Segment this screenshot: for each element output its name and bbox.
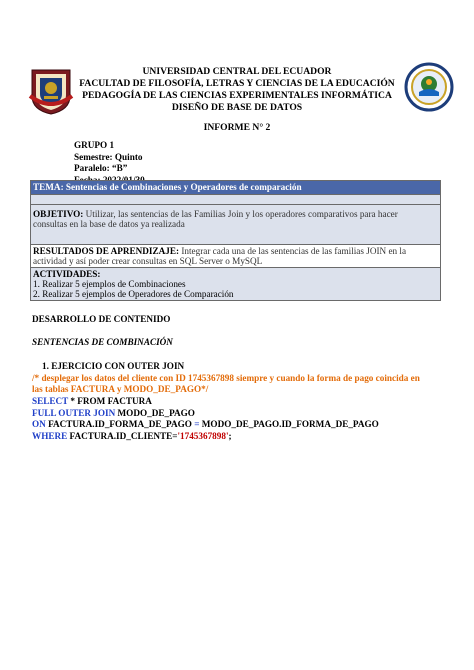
- actividades-label: ACTIVIDADES:: [33, 269, 101, 279]
- sql-keyword: WHERE: [32, 430, 68, 441]
- sql-on-line: [32, 419, 444, 431]
- content-section: [32, 314, 444, 442]
- sql-keyword: SELECT: [32, 395, 69, 406]
- sql-keyword: FULL OUTER JOIN: [32, 407, 116, 418]
- sql-string: '1745367898': [177, 430, 229, 441]
- objetivo-cell: [31, 205, 441, 245]
- actividades-row: [31, 268, 441, 301]
- objetivo-label: OBJETIVO:: [33, 209, 84, 219]
- course-name: DISEÑO DE BASE DE DATOS: [171, 102, 303, 113]
- sql-text: MODO_DE_PAGO.ID_FORMA_DE_PAGO: [199, 419, 379, 430]
- actividad-item: 1. Realizar 5 ejemplos de Combinaciones: [33, 279, 186, 289]
- sql-text: FACTURA.ID_CLIENTE=: [67, 430, 178, 441]
- semester-label: Semestre: Quinto: [74, 151, 143, 162]
- resultados-text: Integrar cada una de las sentencias de las familias JOIN en la: [179, 246, 407, 256]
- report-table: [30, 180, 441, 301]
- sql-where-line: [32, 431, 444, 443]
- spacer-row: [31, 195, 441, 205]
- university-name: UNIVERSIDAD CENTRAL DEL ECUADOR: [142, 66, 332, 77]
- career-name: PEDAGOGÍA DE LAS CIENCIAS EXPERIMENTALES INFORMÁTICA: [82, 90, 392, 101]
- parallel-label: Paralelo: “B”: [74, 163, 128, 174]
- sql-text: FACTURA.ID_FORMA_DE_PAGO: [45, 419, 195, 430]
- resultados-row: [31, 245, 441, 268]
- objetivo-text: Utilizar, las sentencias de las Familias Join y los operadores comparativos para hacer: [83, 209, 398, 219]
- sql-operator: =: [194, 419, 200, 430]
- sql-text: * FROM FACTURA: [68, 395, 152, 406]
- sql-text: ;: [228, 430, 232, 441]
- tema-cell: TEMA: Sentencias de Combinaciones y Operadores de comparación: [31, 181, 441, 195]
- objetivo-row: [31, 205, 441, 245]
- resultados-text-cont: actividad y así poder crear consultas en SQL Server o MySQL: [33, 256, 263, 266]
- sql-select-line: [32, 396, 444, 408]
- section-title: DESARROLLO DE CONTENIDO: [32, 314, 171, 324]
- university-seal-icon: [26, 66, 76, 116]
- faculty-seal-icon: [404, 62, 454, 112]
- sql-comment-line: las tablas FACTURA y MODO_DE_PAGO*/: [32, 384, 209, 395]
- actividades-cell: [31, 268, 441, 301]
- report-title: INFORME N° 2: [203, 122, 271, 133]
- date-label: Fecha: 2022/01/30: [74, 174, 145, 185]
- sql-keyword: ON: [32, 419, 46, 430]
- exercise-title: 1. EJERCICIO CON OUTER JOIN: [42, 361, 185, 372]
- tema-row: [31, 181, 441, 195]
- objetivo-text-cont: consultas en la base de datos ya realizada: [33, 219, 185, 229]
- sql-join-line: [32, 408, 444, 420]
- actividad-item: 2. Realizar 5 ejemplos de Operadores de Comparación: [33, 289, 234, 299]
- sql-text: MODO_DE_PAGO: [115, 407, 195, 418]
- sql-comment-line: /* desplegar los datos del cliente con ID 1745367898 siempre y cuando la forma de pago coincida en: [32, 372, 420, 383]
- subsection-title: SENTENCIAS DE COMBINACIÓN: [32, 336, 173, 347]
- resultados-cell: [31, 245, 441, 268]
- group-label: GRUPO 1: [74, 140, 115, 150]
- resultados-label: RESULTADOS DE APRENDIZAJE:: [33, 246, 180, 256]
- faculty-name: FACULTAD DE FILOSOFÍA, LETRAS Y CIENCIAS DE LA EDUCACIÓN: [79, 78, 395, 89]
- institution-header: [70, 66, 404, 114]
